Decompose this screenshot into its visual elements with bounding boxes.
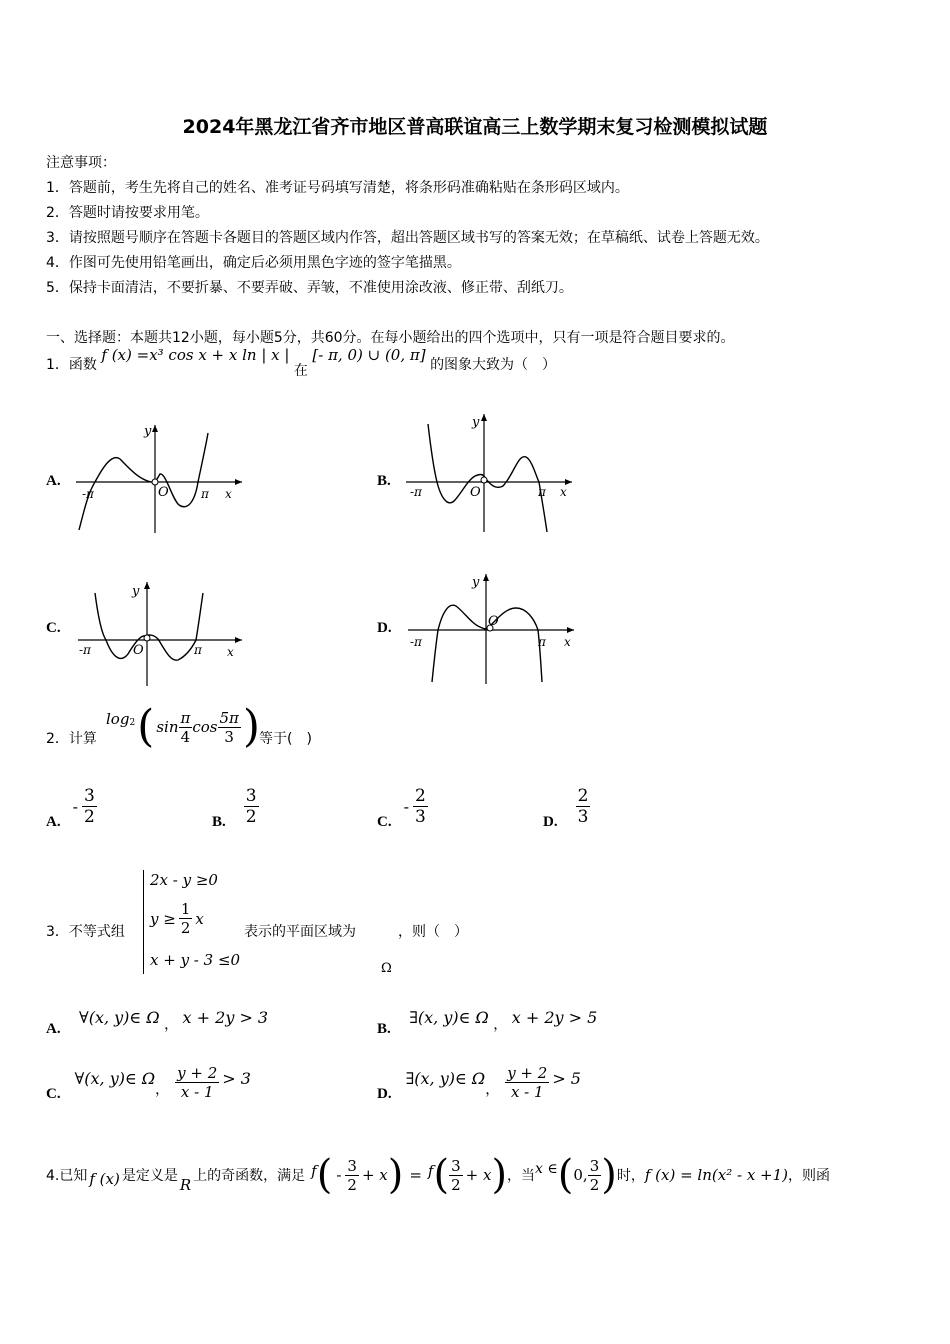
x-arrow-icon	[235, 637, 242, 643]
numerator: π	[180, 708, 191, 727]
pi-label: π	[201, 487, 209, 501]
system-line-3: x + y - 3 ≤0	[150, 951, 241, 969]
expression: x + 2y > 5	[511, 1008, 598, 1027]
x-arrow-icon	[235, 479, 242, 485]
quantifier: ∀(x, y)∈ Ω	[79, 1008, 160, 1027]
numerator: 3	[245, 786, 257, 806]
quantifier: ∀(x, y)∈ Ω	[74, 1069, 156, 1088]
plus-x: + x	[465, 1166, 492, 1184]
rhs: > 5	[552, 1069, 581, 1088]
numerator: 5π	[219, 708, 239, 727]
x-arrow-icon	[567, 627, 574, 633]
graph-option-b	[400, 410, 585, 535]
q1-prefix: 1．函数	[46, 357, 97, 373]
y-label: y	[132, 584, 140, 599]
denominator: 4	[180, 727, 191, 746]
notes-heading: 注意事项：	[46, 155, 116, 171]
expression: x + 2y > 3	[182, 1008, 269, 1027]
left-paren-icon: (	[433, 1152, 450, 1198]
fraction	[576, 786, 591, 828]
neg-pi-label: -π	[410, 485, 422, 499]
q1-suffix: 的图象大致为（ ）	[430, 357, 557, 373]
y-arrow-icon	[481, 414, 487, 421]
q1-mid: 在	[293, 363, 308, 379]
denominator: 3	[224, 727, 234, 746]
y-label: y	[472, 415, 480, 430]
plus-x: + x	[361, 1166, 388, 1184]
q4-prefix: 4.已知	[46, 1168, 88, 1184]
section-heading: 一、选择题：本题共12小题，每小题5分，共60分。在每小题给出的四个选项中，只有一项是符合题目要求的。	[46, 330, 735, 346]
x-in: x ∈	[535, 1161, 558, 1177]
x-label: x	[227, 645, 234, 659]
denominator: 2	[245, 807, 257, 828]
origin-label: O	[133, 643, 144, 658]
x-label: x	[225, 487, 232, 501]
note-item: 3．请按照题号顺序在答题卡各题目的答题区域内作答，超出答题区域书写的答案无效；在草稿纸、试卷上答题无效。	[46, 230, 769, 246]
sin-text: sin	[156, 718, 179, 736]
sign: -	[72, 797, 78, 817]
option-label: D.	[377, 1086, 392, 1102]
separator: ，	[485, 1081, 500, 1098]
q4-text: 上的奇函数，满足	[193, 1168, 306, 1184]
system-brace-icon	[143, 870, 146, 974]
page-title: 2024年黑龙江省齐市地区普高联谊高三上数学期末复习检测模拟试题	[182, 116, 768, 138]
note-item: 1．答题前，考生先将自己的姓名、准考证号码填写清楚，将条形码准确粘贴在条形码区域内。	[46, 180, 629, 196]
q2-suffix: 等于( )	[259, 731, 312, 747]
denominator: x - 1	[180, 1083, 214, 1101]
sign: -	[403, 797, 409, 817]
quantifier: ∃(x, y)∈ Ω	[405, 1069, 486, 1088]
denominator: x - 1	[510, 1083, 544, 1101]
option-label: C.	[46, 1086, 61, 1102]
option-label: C.	[377, 814, 392, 831]
q3-option-a	[46, 1008, 269, 1037]
hole-point-icon	[481, 477, 487, 483]
right-paren-icon: )	[491, 1152, 508, 1198]
question-1-stem	[46, 346, 557, 379]
q2-option-d	[543, 786, 590, 831]
option-label: A.	[46, 814, 61, 831]
origin-label: O	[470, 485, 481, 500]
neg-pi-label: -π	[82, 487, 94, 501]
curve	[95, 593, 203, 660]
numerator: y + 2	[177, 1064, 218, 1082]
separator: ，	[493, 1017, 508, 1033]
numerator: 3	[347, 1156, 357, 1175]
option-label: A.	[46, 473, 61, 489]
q2-prefix: 2．计算	[46, 731, 97, 747]
x-label: x	[564, 635, 571, 649]
curve	[432, 605, 542, 682]
denominator: 2	[84, 807, 95, 828]
left-paren-icon: (	[316, 1152, 333, 1198]
note-item: 5．保持卡面清洁，不要折暴、不要弄破、弄皱，不准使用涂改液、修正带、刮纸刀。	[46, 280, 573, 296]
option-label: D.	[543, 814, 558, 831]
line2-right: x	[195, 909, 204, 928]
y-arrow-icon	[483, 574, 489, 581]
question-4-stem	[46, 1150, 830, 1200]
fraction	[345, 1157, 359, 1194]
rhs: > 3	[222, 1069, 251, 1088]
q4-rhs: f (x) = ln(x² - x +1)	[644, 1166, 789, 1184]
fraction	[505, 1064, 549, 1101]
pi-label: π	[538, 485, 546, 499]
x-label: x	[560, 485, 567, 499]
y-arrow-icon	[144, 582, 150, 589]
note-item: 4．作图可先使用铅笔画出，确定后必须用黑色字迹的签字笔描黑。	[46, 255, 461, 271]
curve	[428, 424, 547, 532]
q3-option-c	[46, 1064, 251, 1101]
q3-suffix: 表示的平面区域为	[244, 924, 356, 940]
y-arrow-icon	[152, 425, 158, 432]
fraction	[179, 900, 193, 937]
option-label: C.	[46, 620, 61, 636]
q3-option-d	[377, 1064, 581, 1101]
numerator: 3	[84, 786, 95, 806]
denominator: 2	[180, 919, 191, 937]
fraction	[218, 709, 241, 746]
fraction	[413, 786, 428, 828]
option-label: B.	[212, 814, 226, 831]
origin-label: O	[488, 614, 499, 629]
right-paren-icon: )	[601, 1152, 617, 1198]
graph-option-c	[72, 578, 252, 688]
right-paren-icon: )	[242, 701, 261, 752]
left-paren-icon: (	[557, 1152, 574, 1198]
numerator: 3	[589, 1156, 600, 1175]
q4-f: f	[427, 1162, 434, 1180]
fraction	[179, 709, 193, 746]
y-label: y	[472, 575, 480, 590]
pi-label: π	[194, 643, 202, 657]
numerator: 2	[577, 786, 589, 806]
q1-formula: f (x) =x³ cos x + x ln | x |	[101, 346, 290, 364]
denominator: 2	[347, 1175, 357, 1194]
q3-option-b	[377, 1008, 598, 1037]
system-line-2	[150, 900, 204, 937]
omega-symbol: Ω	[381, 961, 392, 976]
denominator: 3	[577, 807, 589, 828]
numerator: 1	[180, 900, 191, 918]
q4-R: R	[179, 1176, 192, 1194]
cos-text: cos	[192, 718, 218, 736]
log-base: 2	[129, 718, 136, 728]
right-paren-icon: )	[387, 1152, 404, 1198]
q4-f: f	[311, 1162, 317, 1180]
q2-formula	[106, 702, 260, 752]
separator: ，	[164, 1017, 179, 1033]
option-label: D.	[377, 620, 392, 636]
separator: ，	[155, 1081, 170, 1098]
note-item: 2．答题时请按要求用笔。	[46, 205, 209, 221]
fraction	[449, 1157, 463, 1194]
fraction	[244, 786, 259, 828]
numerator: 3	[451, 1156, 461, 1175]
q4-text: 是定义是	[121, 1168, 178, 1184]
fraction	[588, 1157, 602, 1194]
minus: -	[336, 1166, 342, 1184]
line2-left: y ≥	[150, 909, 176, 928]
equals: =	[409, 1166, 422, 1184]
q2-option-b	[212, 786, 259, 831]
quantifier: ∃(x, y)∈ Ω	[409, 1008, 489, 1027]
fraction	[175, 1064, 219, 1101]
zero: 0,	[573, 1166, 588, 1184]
denominator: 2	[451, 1175, 461, 1194]
q4-text: ，当	[507, 1168, 536, 1184]
neg-pi-label: -π	[79, 643, 91, 657]
q2-option-c	[377, 786, 428, 831]
system-line-1: 2x - y ≥0	[150, 871, 218, 889]
numerator: 2	[415, 786, 426, 806]
denominator: 3	[415, 807, 426, 828]
option-label: B.	[377, 473, 391, 489]
q3-then: ，则（ ）	[398, 924, 468, 940]
left-paren-icon: (	[137, 701, 155, 752]
y-label: y	[144, 424, 152, 439]
option-label: A.	[46, 1021, 61, 1037]
q4-text: 时，	[616, 1168, 645, 1184]
denominator: 2	[589, 1175, 600, 1194]
q4-fx: f (x)	[89, 1170, 120, 1188]
q2-option-a	[46, 786, 97, 831]
q4-text: ，则函	[788, 1168, 831, 1184]
q1-domain: [- π, 0) ∪ (0, π]	[312, 346, 426, 364]
neg-pi-label: -π	[410, 635, 422, 649]
log-text: log	[106, 710, 130, 728]
numerator: y + 2	[507, 1064, 548, 1082]
pi-label: π	[538, 635, 546, 649]
fraction	[82, 786, 97, 828]
option-label: B.	[377, 1021, 391, 1037]
graph-option-a	[70, 415, 250, 535]
hole-point-icon	[144, 635, 150, 641]
q3-prefix: 3．不等式组	[46, 924, 125, 940]
graph-option-d	[402, 572, 587, 687]
origin-label: O	[158, 485, 169, 500]
